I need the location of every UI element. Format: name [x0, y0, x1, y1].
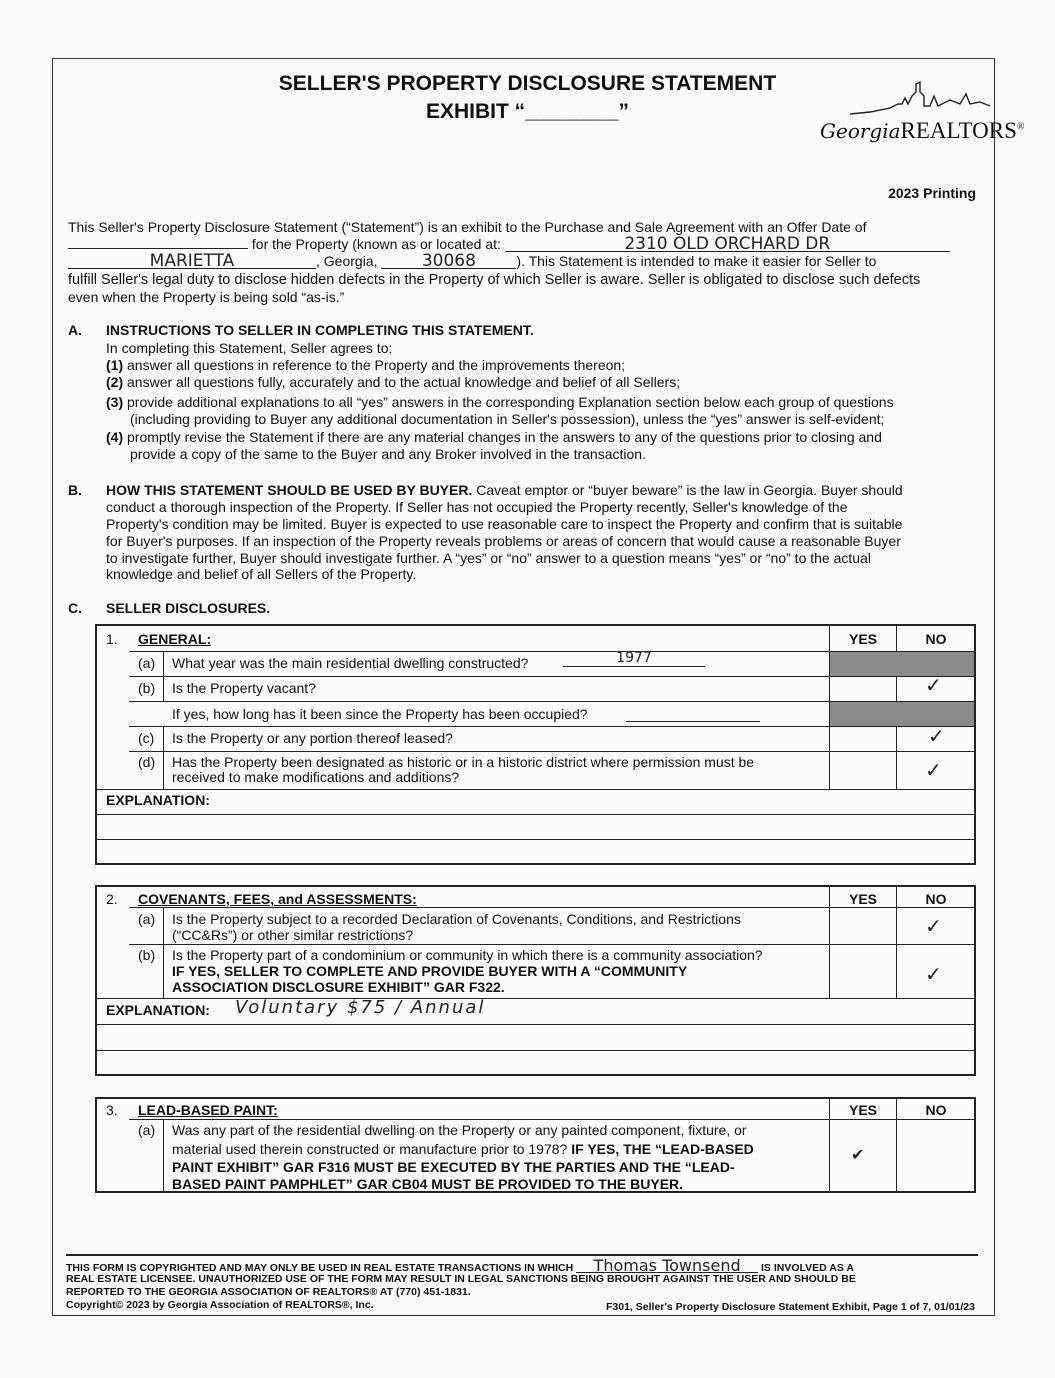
licensee-name-field[interactable]: Thomas Townsend — [576, 1260, 758, 1273]
section-b-line-2: conduct a thorough inspection of the Property. If Seller has not occupied the Property recently, Seller's knowledge of the — [106, 499, 848, 515]
instruction-3-cont: (including providing to Buyer any additional documentation in Seller's possession), unless the “yes” answer is self-evident; — [130, 411, 885, 427]
form-title: SELLER'S PROPERTY DISCLOSURE STATEMENT — [278, 72, 777, 95]
q2b-no-check[interactable]: ✓ — [925, 964, 942, 986]
covenants-explanation-answer[interactable]: Voluntary $75 / Annual — [235, 997, 486, 1018]
year-built-field[interactable]: 1977 — [563, 650, 705, 667]
property-address-field[interactable]: 2310 OLD ORCHARD DR — [505, 237, 950, 252]
section-b-letter: B. — [68, 482, 82, 498]
instruction-3: (3) provide additional explanations to all “yes” answers in the corresponding Explanation section below each group of questions — [106, 394, 894, 410]
q1a-letter: (a) — [138, 655, 156, 671]
q2b-text-1: Is the Property part of a condominium or community in which there is a community association? — [172, 947, 763, 963]
q1c-letter: (c) — [138, 730, 155, 746]
q1b-letter: (b) — [138, 680, 156, 696]
section-b-line-1: HOW THIS STATEMENT SHOULD BE USED BY BUYER. Caveat emptor or “buyer beware” is the law in Georgia. Buyer should — [106, 482, 903, 498]
q3a-text-1: Was any part of the residential dwelling on the Property or any painted component, fixture, or — [172, 1122, 747, 1138]
yes-header: YES — [848, 631, 877, 647]
intro-line-3-text: ). This Statement is intended to make it easier for Seller to — [516, 253, 877, 269]
footer-line-2: REAL ESTATE LICENSEE. UNAUTHORIZED USE OF THE FORM MAY RESULT IN LEGAL SANCTIONS BEING BROUGHT AGAINST THE USER AND SHOULD BE — [66, 1273, 856, 1285]
q2a-no-check[interactable]: ✓ — [925, 916, 942, 938]
logo-realtors-text: REALTORS — [900, 118, 1017, 143]
q3a-text-4: BASED PAINT PAMPHLET” GAR CB04 MUST BE PROVIDED TO THE BUYER. — [172, 1176, 684, 1192]
q1c-text: Is the Property or any portion thereof leased? — [172, 730, 453, 746]
covenants-explanation-label: EXPLANATION: — [106, 1002, 210, 1018]
printing-year: 2023 Printing — [888, 185, 976, 201]
q2a-text-2: (“CC&Rs”) or other similar restrictions? — [172, 927, 414, 943]
section-a-letter: A. — [68, 322, 82, 338]
section-b-line-5: to investigate further, Buyer should investigate further. A “yes” or “no” answer to a question means “yes” or “no” to the actual — [106, 550, 871, 566]
q1c-no-check[interactable]: ✓ — [928, 726, 945, 748]
footer-line-1: THIS FORM IS COPYRIGHTED AND MAY ONLY BE USED IN REAL ESTATE TRANSACTIONS IN WHICH Thomas Townsend IS INVOLVED AS A — [66, 1256, 854, 1275]
no-header: NO — [925, 631, 947, 647]
skyline-icon — [850, 78, 1000, 118]
general-explanation-label: EXPLANATION: — [106, 792, 210, 808]
yes-header: YES — [848, 891, 877, 907]
general-num: 1. — [106, 631, 118, 647]
q1b-text: Is the Property vacant? — [172, 680, 316, 696]
q2b-text-2: IF YES, SELLER TO COMPLETE AND PROVIDE BUYER WITH A “COMMUNITY — [172, 963, 688, 979]
q1b2-text: If yes, how long has it been since the Property has been occupied? — [172, 706, 588, 722]
intro-line-5: even when the Property is being sold “as-is.” — [68, 289, 345, 305]
q1d-letter: (d) — [138, 754, 156, 770]
footer-line-3: REPORTED TO THE GEORGIA ASSOCIATION OF REALTORS® AT (770) 451-1831. — [66, 1286, 471, 1298]
logo-registered-mark: ® — [1016, 121, 1025, 133]
intro-line-4: fulfill Seller's legal duty to disclose hidden defects in the Property of which Seller is aware. Seller is obligated to disclose such defects — [68, 272, 921, 288]
logo-georgia-text: Georgia — [820, 119, 901, 143]
instruction-4: (4) promptly revise the Statement if there are any material changes in the answers to any of the questions prior to closing and — [106, 429, 882, 445]
q1a-text: What year was the main residential dwelling constructed? — [172, 655, 529, 671]
yes-header: YES — [848, 1102, 877, 1118]
form-id: F301, Seller's Property Disclosure Statement Exhibit, Page 1 of 7, 01/01/23 — [606, 1301, 975, 1313]
q2b-letter: (b) — [138, 947, 156, 963]
lead-num: 3. — [106, 1102, 118, 1118]
section-c-heading: SELLER DISCLOSURES. — [106, 600, 271, 616]
section-c-letter: C. — [68, 600, 82, 616]
no-header: NO — [925, 891, 947, 907]
q3a-letter: (a) — [138, 1122, 156, 1138]
section-b-line-3: Property's condition may be limited. Buyer is expected to use reasonable care to inspect the Property and confirm that is suitable — [106, 516, 903, 532]
section-b-line-6: knowledge and belief of all Sellers of the Property. — [106, 566, 417, 582]
section-a-heading: INSTRUCTIONS TO SELLER IN COMPLETING THIS STATEMENT. — [106, 322, 534, 338]
q2b-text-3: ASSOCIATION DISCLOSURE EXHIBIT” GAR F322. — [172, 979, 505, 995]
no-header: NO — [925, 1102, 947, 1118]
exhibit-label: EXHIBIT “________” — [425, 100, 630, 123]
georgia-realtors-logo — [820, 78, 1025, 158]
shaded-cell — [830, 652, 974, 676]
intro-line-3 — [68, 253, 978, 270]
q3a-text-2: material used therein constructed or manufacture prior to 1978? IF YES, THE “LEAD-BASED — [172, 1141, 754, 1157]
intro-line-2-text: for the Property (known as or located at: — [251, 236, 501, 252]
general-title: GENERAL: — [138, 631, 212, 647]
intro-line-1: This Seller's Property Disclosure Statement (“Statement”) is an exhibit to the Purchase and Sale Agreement with an Offer Date of — [68, 219, 867, 235]
covenants-title: COVENANTS, FEES, and ASSESSMENTS: — [138, 891, 417, 907]
offer-date-field[interactable] — [68, 248, 248, 249]
occupied-duration-field[interactable] — [626, 721, 760, 722]
instruction-2: (2) answer all questions fully, accurately and to the actual knowledge and belief of all Sellers; — [106, 374, 681, 390]
copyright: Copyright© 2023 by Georgia Association of REALTORS®, Inc. — [66, 1299, 374, 1311]
instruction-1: (1) answer all questions in reference to the Property and the improvements thereon; — [106, 357, 626, 373]
georgia-label: , Georgia, — [316, 253, 378, 269]
instruction-4-cont: provide a copy of the same to the Buyer and any Broker involved in the transaction. — [130, 446, 646, 462]
q1d-no-check[interactable]: ✓ — [925, 760, 942, 782]
section-a-lead: In completing this Statement, Seller agrees to: — [106, 340, 393, 356]
q3a-yes-check[interactable]: ✔ — [851, 1147, 865, 1164]
q2a-text-1: Is the Property subject to a recorded Declaration of Covenants, Conditions, and Restrictions — [172, 911, 741, 927]
q1d-text-2: received to make modifications and additions? — [172, 769, 460, 785]
shaded-cell — [830, 702, 974, 726]
lead-title: LEAD-BASED PAINT: — [138, 1102, 278, 1118]
section-b-line-4: for Buyer's purposes. If an inspection of the Property reveals problems or areas of concern that would cause a reasonable Buyer — [106, 533, 901, 549]
q1d-text-1: Has the Property been designated as historic or in a historic district where permission must be — [172, 754, 755, 770]
q3a-text-3: PAINT EXHIBIT” GAR F316 MUST BE EXECUTED BY THE PARTIES AND THE “LEAD- — [172, 1159, 735, 1175]
city-field[interactable]: MARIETTA — [68, 254, 316, 269]
zip-field[interactable]: 30068 — [381, 254, 516, 269]
q1b-no-check[interactable]: ✓ — [925, 675, 942, 697]
q2a-letter: (a) — [138, 911, 156, 927]
covenants-num: 2. — [106, 891, 118, 907]
